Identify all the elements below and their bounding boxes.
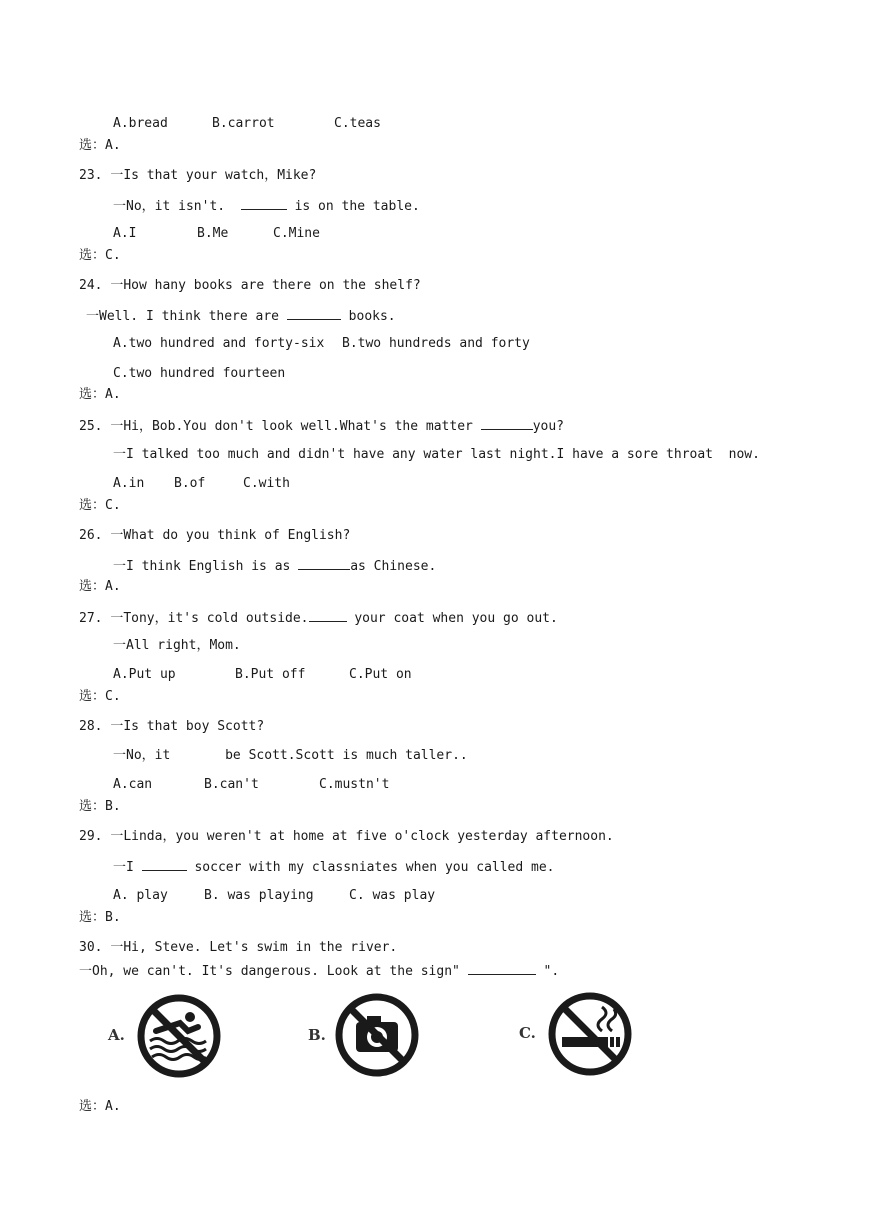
q29-prompt: 一Linda，you weren't at home at five o'clock yesterday afternoon. [110,829,614,844]
q28-reply-line [113,748,468,764]
q28-reply-start: 一No，it [113,748,171,763]
q30-option-a-letter: A. [108,1026,125,1044]
q30-option-b-letter: B. [308,1026,326,1044]
q23-number: 23. [79,168,103,183]
q28-number: 28. [79,719,103,734]
q26-prompt: 一What do you think of English? [110,528,351,543]
q25-blank [481,417,533,430]
q30-reply-line [79,962,559,980]
q25-answer: 选：C. [79,498,121,513]
q24-reply-line [86,307,396,325]
q24-reply-start: 一Well. I think there are [86,309,280,324]
q26-reply-end: as Chinese. [350,559,437,574]
q27-prompt-end: your coat when you go out. [354,611,558,626]
q26-reply-line [113,557,436,575]
q27-blank [309,609,347,622]
q27-option-a: A.Put up [113,667,176,682]
q24-blank [287,307,341,320]
q29-option-b: B. was playing [204,888,314,903]
q28-reply-end: be Scott.Scott is much taller.. [225,748,468,763]
no-swimming-icon [136,993,222,1079]
q25-option-b: B.of [174,476,206,491]
q22-option-c: C.teas [334,116,381,131]
q23-option-b: B.Me [197,226,229,241]
q30-number: 30. [79,940,103,955]
q29-option-c: C. was play [349,888,436,903]
q28-prompt-line [79,719,264,735]
q27-option-c: C.Put on [349,667,412,682]
q23-reply-end: is on the table. [294,199,420,214]
q27-prompt-start: 一Tony，it's cold outside. [110,611,309,626]
no-smoking-icon [546,991,634,1077]
q27-option-b: B.Put off [235,667,306,682]
q26-blank [298,557,350,570]
q23-option-c: C.Mine [273,226,320,241]
q24-option-c: C.two hundred fourteen [113,366,286,381]
q22-option-b: B.carrot [212,116,275,131]
q26-reply-start: 一I think English is as [113,559,291,574]
q23-option-a: A.I [113,226,137,241]
q23-answer: 选：C. [79,248,121,263]
q28-answer: 选：B. [79,799,121,814]
q25-option-a: A.in [113,476,145,491]
q22-answer: 选：A. [79,138,121,153]
q30-answer: 选：A. [79,1099,121,1114]
q28-prompt: 一Is that boy Scott? [110,719,265,734]
q23-blank [241,197,287,210]
q27-answer: 选：C. [79,689,121,704]
q23-prompt-line [79,168,316,184]
q30-reply-start: 一Oh, we can't. It's dangerous. Look at the sign" [79,964,460,979]
q28-option-c: C.mustn't [319,777,390,792]
q23-reply-line [113,197,420,215]
q26-prompt-line [79,528,350,544]
q24-number: 24. [79,278,103,293]
q24-reply-end: books. [348,309,396,324]
q29-number: 29. [79,829,103,844]
q23-reply-start: 一No，it isn't. [113,199,226,214]
q23-prompt: 一Is that your watch，Mike? [110,168,317,183]
q29-option-a: A. play [113,888,168,903]
q28-option-b: B.can't [204,777,259,792]
q24-prompt-line [79,278,421,294]
q29-reply-start: 一I [113,860,134,875]
q25-prompt-line [79,417,564,435]
q29-prompt-line [79,829,614,845]
q27-reply: 一All right，Mom. [113,638,241,653]
q27-prompt-line [79,609,558,627]
q25-reply: 一I talked too much and didn't have any water last night.I have a sore throat now. [113,447,760,462]
q29-reply-end: soccer with my classniates when you called me. [194,860,555,875]
q25-prompt-end: you? [532,419,564,434]
q24-prompt: 一How hany books are there on the shelf? [110,278,421,293]
q30-reply-end: ". [543,964,560,979]
q24-answer: 选：A. [79,387,121,402]
q25-prompt-start: 一Hi，Bob.You don't look well.What's the matter [110,419,473,434]
q30-option-c-letter: C. [519,1024,536,1042]
q29-blank [142,858,187,871]
q24-option-a: A.two hundred and forty-six [113,336,325,351]
q29-answer: 选：B. [79,910,121,925]
q26-number: 26. [79,528,103,543]
q29-reply-line [113,858,555,876]
q26-answer: 选：A. [79,579,121,594]
q24-option-b: B.two hundreds and forty [342,336,530,351]
q30-prompt-line [79,940,397,956]
q28-option-a: A.can [113,777,153,792]
q27-number: 27. [79,611,103,626]
q30-prompt: 一Hi, Steve. Let's swim in the river. [110,940,398,955]
q25-number: 25. [79,419,103,434]
no-photography-icon [334,992,420,1078]
q25-option-c: C.with [243,476,290,491]
q22-option-a: A.bread [113,116,168,131]
q30-blank [468,962,536,975]
